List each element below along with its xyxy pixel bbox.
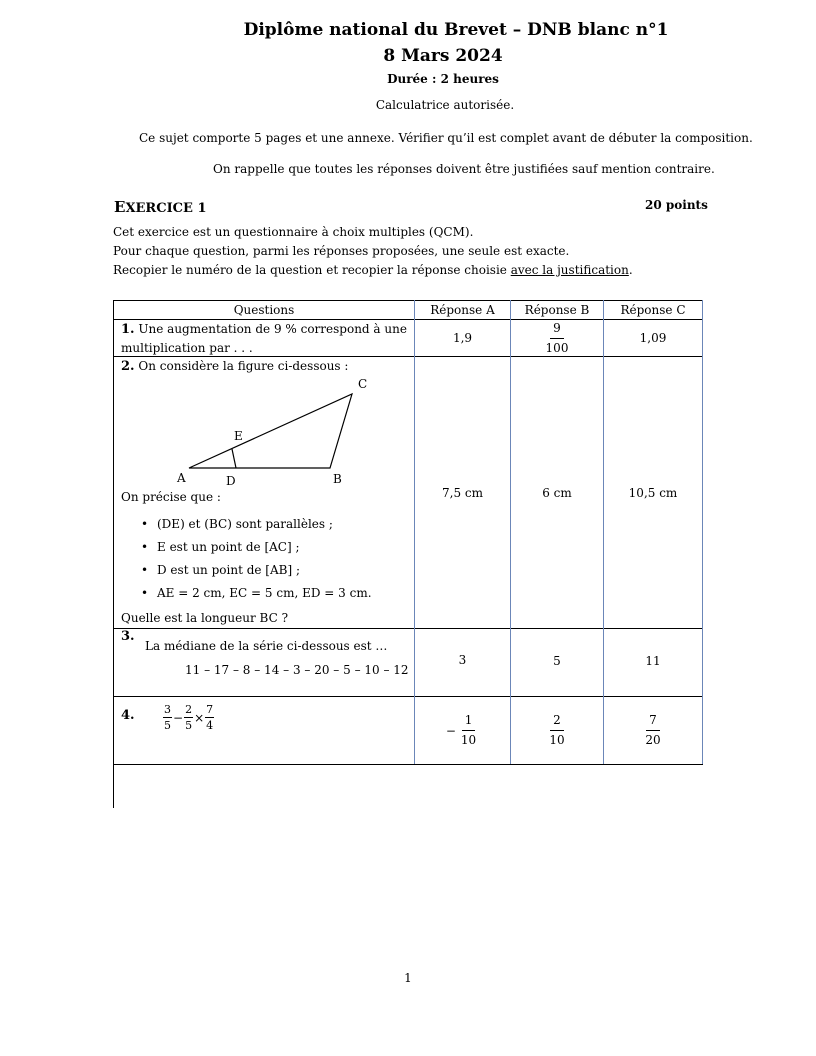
header-answer-c: Réponse C xyxy=(620,303,686,317)
question-4-expression xyxy=(163,704,214,731)
exam-date: 8 Mars 2024 xyxy=(383,46,503,66)
times-operator: × xyxy=(194,710,205,725)
fraction xyxy=(205,704,214,731)
instruction-line-3-text: Recopier le numéro de la question et recopier la réponse choisie xyxy=(113,263,511,277)
justify-note: On rappelle que toutes les réponses doivent être justifiées sauf mention contraire. xyxy=(213,162,715,176)
q4-answer-a xyxy=(415,697,510,764)
exercise-title-initial: E xyxy=(114,198,126,216)
question-4-number: 4. xyxy=(121,708,135,723)
fraction-denominator: 5 xyxy=(185,719,193,732)
fraction-denominator: 10 xyxy=(549,733,565,747)
exercise-title xyxy=(114,198,207,216)
conditions-list xyxy=(121,515,413,607)
q3-answer-b: 5 xyxy=(553,654,561,668)
label-e: E xyxy=(234,429,243,443)
instruction-line-3-end: . xyxy=(628,263,633,277)
fraction xyxy=(543,322,572,355)
q2-answer-b: 6 cm xyxy=(542,485,572,500)
segment-de xyxy=(232,449,236,468)
instruction-emphasis: avec la justification xyxy=(510,263,629,277)
fraction-denominator: 100 xyxy=(545,340,569,355)
calculator-note: Calculatrice autorisée. xyxy=(375,98,515,112)
question-3-number: 3. xyxy=(121,629,135,644)
question-1-number: 1. xyxy=(121,322,135,337)
table-border-right xyxy=(702,300,703,764)
instruction-line-2: Pour chaque question, parmi les réponses proposées, une seule est exacte. xyxy=(113,244,570,258)
fraction-numerator: 2 xyxy=(185,703,193,716)
question-2-intro xyxy=(121,358,413,375)
document-title: Diplôme national du Brevet – DNB blanc n°1 xyxy=(243,20,669,40)
condition-item: • AE = 2 cm, EC = 5 cm, ED = 3 cm. xyxy=(121,584,413,607)
fraction-denominator: 5 xyxy=(164,719,171,732)
q3-answer-a: 3 xyxy=(458,653,467,667)
fraction-numerator: 3 xyxy=(164,703,171,716)
question-2-text: On considère la figure ci-dessous : xyxy=(138,359,349,373)
q1-answer-c: 1,09 xyxy=(639,331,667,345)
exercise-instructions xyxy=(113,223,633,280)
negative-sign: − xyxy=(445,723,456,738)
header-questions: Questions xyxy=(233,303,295,317)
table-border-bottom xyxy=(113,764,703,765)
q1-answer-b xyxy=(511,320,603,356)
q4-answer-b xyxy=(511,697,603,764)
q1-answer-a: 1,9 xyxy=(452,331,473,345)
label-b: B xyxy=(333,472,342,486)
question-2-precise: On précise que : xyxy=(121,490,221,504)
fraction xyxy=(546,714,567,747)
question-3-text: La médiane de la série ci-dessous est … xyxy=(145,639,388,653)
instruction-line-1: Cet exercice est un questionnaire à choix multiples (QCM). xyxy=(113,225,474,239)
fraction xyxy=(184,704,193,731)
instruction-line-3 xyxy=(113,261,633,280)
fraction-numerator: 9 xyxy=(550,322,564,339)
condition-item: • (DE) et (BC) sont parallèles ; xyxy=(121,515,413,538)
fraction-denominator: 10 xyxy=(460,733,477,747)
question-2-question: Quelle est la longueur BC ? xyxy=(121,611,289,625)
minus-operator: − xyxy=(173,710,184,725)
q4-answer-c xyxy=(604,697,702,764)
question-1-text: Une augmentation de 9 % correspond à une multiplication par . . . xyxy=(121,322,407,355)
q3-answer-c: 11 xyxy=(645,654,661,668)
question-2-conditions xyxy=(121,515,413,607)
question-2-number: 2. xyxy=(121,359,135,374)
fraction xyxy=(642,714,663,747)
fraction-denominator: 4 xyxy=(206,719,214,732)
fraction-numerator: 2 xyxy=(550,714,564,731)
exercise-title-rest: XERCICE 1 xyxy=(125,201,207,216)
condition-item: • D est un point de [AB] ; xyxy=(121,561,413,584)
page-number: 1 xyxy=(404,971,412,985)
q2-answer-a: 7,5 cm xyxy=(442,485,483,500)
fraction xyxy=(458,714,479,747)
label-a: A xyxy=(177,471,186,485)
q2-answer-c: 10,5 cm xyxy=(628,485,678,500)
label-c: C xyxy=(358,377,368,391)
label-d: D xyxy=(226,474,236,488)
triangle-abc xyxy=(189,394,352,468)
header-answer-a: Réponse A xyxy=(430,303,495,317)
exam-duration: Durée : 2 heures xyxy=(387,72,499,86)
header-answer-b: Réponse B xyxy=(524,303,590,317)
fraction-numerator: 7 xyxy=(646,714,660,731)
fraction xyxy=(163,704,172,731)
condition-item: • E est un point de [AC] ; xyxy=(121,538,413,561)
triangle-figure xyxy=(114,374,414,490)
pages-note: Ce sujet comporte 5 pages et une annexe. Vérifier qu’il est complet avant de débuter la composition. xyxy=(139,131,753,145)
question-1 xyxy=(121,320,413,357)
question-3-series: 11 – 17 – 8 – 14 – 3 – 20 – 5 – 10 – 12 xyxy=(185,663,409,677)
fraction-numerator: 7 xyxy=(206,703,214,716)
fraction-denominator: 20 xyxy=(645,733,661,747)
fraction-numerator: 1 xyxy=(462,714,476,731)
exercise-points: 20 points xyxy=(645,198,708,212)
